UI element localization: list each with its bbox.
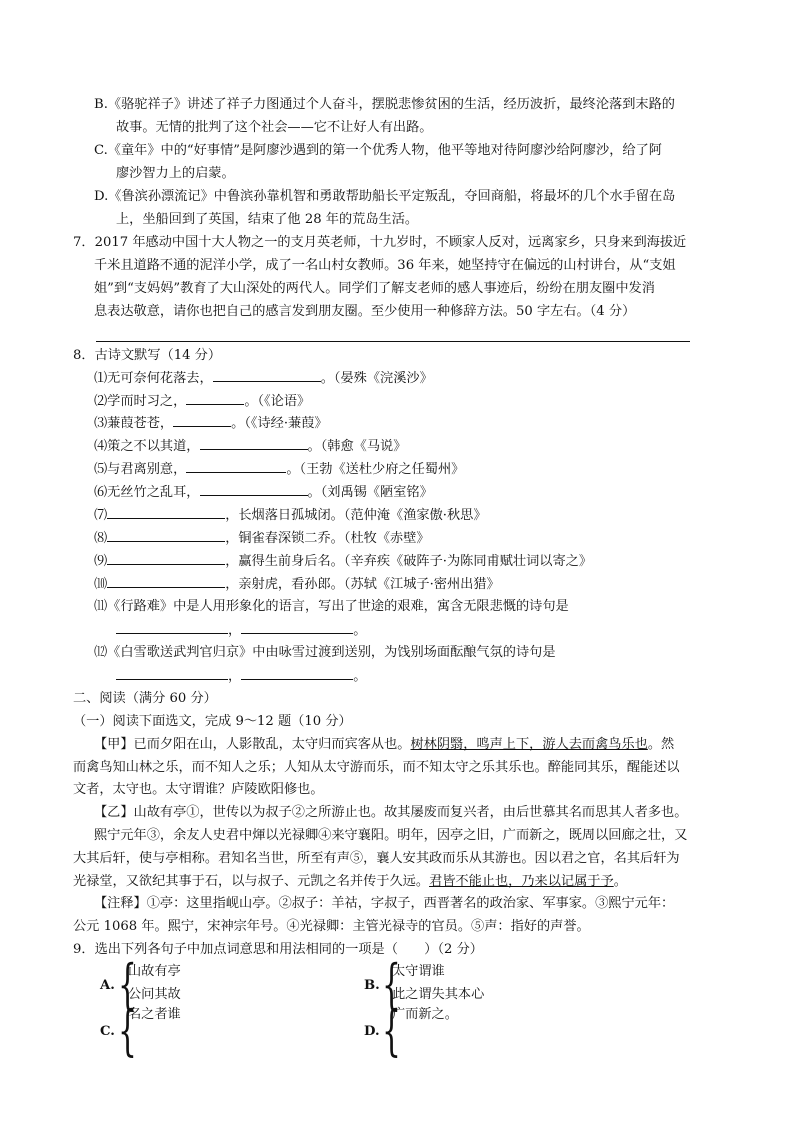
q8-item11-blank1[interactable] (116, 620, 228, 634)
section2-subtitle: （一）阅读下面选文，完成 9～12 题（10 分） (73, 714, 352, 729)
q6-option-b-line2: 故事。无情的批判了这个社会——它不让好人有出路。 (116, 120, 433, 135)
q8-item11-answer: ， 。 (116, 620, 366, 641)
q8-item8: ⑻ ，铜雀春深锁二乔。（杜牧《赤壁》 (94, 528, 430, 549)
q9-option-b-label[interactable]: B. (364, 978, 380, 993)
passage-yi-line1: 【乙】山故有亭①，世传以为叔子②之所游止也。故其屡废而复兴者，由后世慕其名而思其人者多也。 (94, 805, 688, 820)
q9-option-a-line1: 山故有亭 (128, 964, 181, 979)
q8-item12-blank2[interactable] (241, 666, 353, 680)
q7-line4: 息表达敬意，请你也把自己的感言发到朋友圈。至少使用一种修辞方法。50 字左右。（4 分） (94, 304, 636, 319)
q8-item1-blank[interactable] (213, 368, 321, 382)
q9-option-a-line2: 公问其故 (128, 987, 181, 1002)
q8-item4-blank[interactable] (200, 436, 308, 450)
q8-item1: ⑴无可奈何花落去， 。（晏殊《浣溪沙》 (94, 368, 433, 389)
q9-option-a-label[interactable]: A. (100, 978, 115, 993)
q8-item10: ⑽ ，亲射虎，看孙郎。（苏轼《江城子·密州出猎》 (94, 574, 500, 595)
q8-item3-blank[interactable] (173, 413, 231, 427)
q7-line2: 千米且道路不通的泥洋小学，成了一名山村女教师。36 年来，她坚持守在偏远的山村讲台，从“支姐 (94, 258, 676, 273)
q9-option-b-line2: 此之谓失其本心 (392, 987, 485, 1002)
q9-option-b-brace: { (382, 953, 401, 1016)
q6-option-c-line1: C.《童年》中的“好事情”是阿廖沙遇到的第一个优秀人物，他平等地对待阿廖沙给阿廖沙，给了阿 (94, 143, 662, 158)
q8-item3: ⑶蒹葭苍苍， 。（《诗经·蒹葭》 (94, 413, 328, 434)
q9-option-d-line1: 广而新之。 (392, 1007, 458, 1022)
q7-answer-line[interactable] (96, 341, 690, 342)
passage-yi-line2: 熙宁元年③，余友人史君中煇以光禄卿④来守襄阳。明年，因亭之旧，广而新之，既周以回廊之壮，又 (94, 828, 688, 843)
q8-item11: ⑾《行路难》中是人用形象化的语言，写出了世途的艰难，寓含无限悲慨的诗句是 (94, 599, 569, 614)
q9-option-a-brace: { (118, 953, 137, 1016)
q9-option-d-label[interactable]: D. (364, 1024, 380, 1039)
notes-line1: 【注释】①亭：这里指岘山亭。②叔子：羊祜，字叔子，西晋著名的政治家、军事家。③熙宁元年： (94, 896, 675, 911)
q9-option-d-brace: { (382, 999, 401, 1062)
q8-item6-blank[interactable] (200, 482, 308, 496)
q6-option-b-line1: B.《骆驼祥子》讲述了祥子力图通过个人奋斗，摆脱悲惨贫困的生活，经历波折，最终沦落到末路的 (94, 97, 675, 112)
q8-item12-blank1[interactable] (116, 666, 228, 680)
q8-item6: ⑹无丝竹之乱耳， 。（刘禹锡《陋室铭》 (94, 482, 433, 503)
q6-option-c-line2: 廖沙智力上的启蒙。 (116, 166, 235, 181)
q8-item2-blank[interactable] (186, 391, 244, 405)
q8-item5-blank[interactable] (186, 459, 286, 473)
passage-yi-line3: 大其后轩，使与亭相称。君知名当世，所至有声⑤，襄人安其政而乐从其游也。因以君之官，名其后轩为 (73, 851, 680, 866)
q6-option-d-line1: D.《鲁滨孙漂流记》中鲁滨孙靠机智和勇敢帮助船长平定叛乱，夺回商船，将最坏的几个水手留在岛 (94, 189, 676, 204)
q9-option-b-line1: 太守谓谁 (392, 964, 445, 979)
q8-item9-blank[interactable] (107, 551, 225, 565)
passage-yi-underlined: 君皆不能止也，乃来以记属于予 (429, 874, 614, 889)
q8-item8-blank[interactable] (107, 528, 225, 542)
passage-jia-line3: 文者，太守也。太守谓谁？庐陵欧阳修也。 (73, 782, 324, 797)
passage-yi-line4: 光禄堂，又欲纪其事于石，以与叔子、元凯之名并传于久远。君皆不能止也，乃来以记属于予。 (73, 874, 627, 889)
q8-item10-blank[interactable] (107, 574, 225, 588)
q9-option-c-brace: { (118, 999, 137, 1062)
q9-option-c-label[interactable]: C. (100, 1024, 115, 1039)
q8-item4: ⑷策之不以其道， 。（韩愈《马说》 (94, 436, 406, 457)
q8-item7-blank[interactable] (107, 505, 225, 519)
passage-jia-line2: 而禽鸟知山林之乐，而不知人之乐；人知从太守游而乐，而不知太守之乐其乐也。醉能同其乐，醒能述以 (73, 760, 680, 775)
q8-item7: ⑺ ，长烟落日孤城闭。（范仲淹《渔家傲·秋思》 (94, 505, 487, 526)
q6-option-d-line2: 上，坐船回到了英国，结束了他 28 年的荒岛生活。 (116, 212, 419, 227)
q8-item5: ⑸与君离别意， 。（王勃《送杜少府之任蜀州》 (94, 459, 464, 480)
notes-line2: 公元 1068 年。熙宁，宋神宗年号。④光禄卿：主管光禄寺的官员。⑤声：指好的声誉。 (73, 919, 590, 934)
q8-item2: ⑵学而时习之， 。（《论语》 (94, 391, 310, 412)
q7-line1: 7．2017 年感动中国十大人物之一的支月英老师，十九岁时，不顾家人反对，远离家乡，只身来到海拔近 (73, 235, 687, 250)
q8-item12-answer: ， 。 (116, 666, 366, 687)
passage-jia-line1: 【甲】已而夕阳在山，人影散乱，太守归而宾客从也。树林阴翳，鸣声上下，游人去而禽鸟乐也。然 (94, 737, 675, 752)
q9-option-c-line1: 名之者谁 (128, 1007, 181, 1022)
q8-title: 8．古诗文默写（14 分） (73, 348, 222, 363)
q9-stem: 9．选出下列各句子中加点词意思和用法相同的一项是（ ）（2 分） (73, 942, 483, 957)
q8-item12: ⑿《白雪歌送武判官归京》中由咏雪过渡到送别，为饯别场面酝酿气氛的诗句是 (94, 645, 556, 660)
section2-title: 二、阅读（满分 60 分） (73, 691, 217, 706)
q8-item9: ⑼ ，赢得生前身后名。（辛弃疾《破阵子·为陈同甫赋壮词以寄之》 (94, 551, 592, 572)
passage-jia-underlined: 树林阴翳，鸣声上下，游人去而禽鸟乐也 (410, 737, 648, 752)
q8-item11-blank2[interactable] (241, 620, 353, 634)
q7-line3: 姐”到“支妈妈”教育了大山深处的两代人。同学们了解支老师的感人事迹后，纷纷在朋友圈中发消 (94, 281, 655, 296)
